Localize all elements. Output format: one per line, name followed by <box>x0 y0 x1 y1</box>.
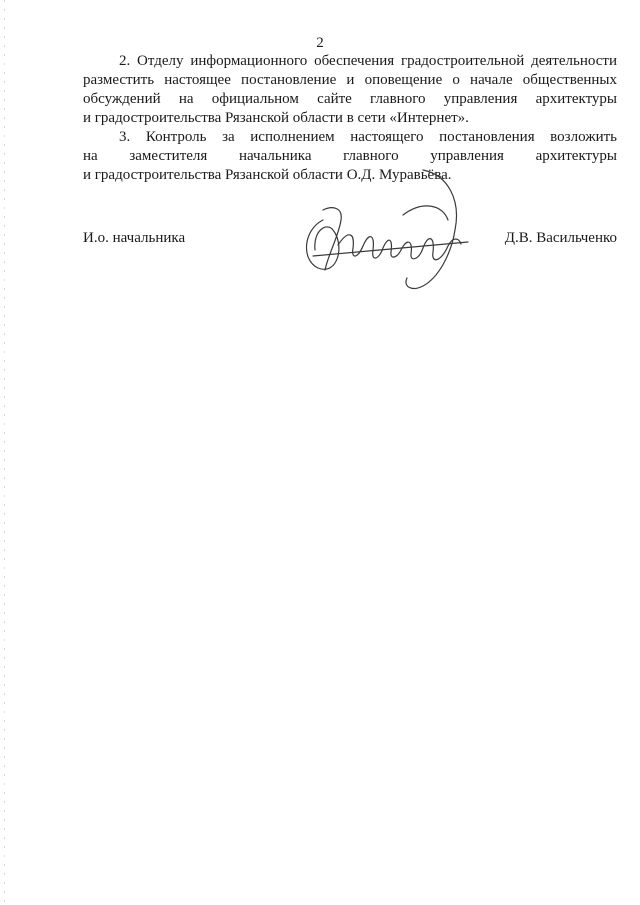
paragraph-3-line-3: и градостроительства Рязанской области О.Д. Муравьёва. <box>83 167 452 183</box>
paragraph-2-line-2: разместить настоящее постановление и оповещение о начале общественных <box>83 72 617 88</box>
paragraph-3-line-2: на заместителя начальника главного управления архитектуры <box>83 148 617 164</box>
signer-name: Д.В. Васильченко <box>504 230 617 246</box>
paragraph-2-line-1: 2. Отделу информационного обеспечения градостроительной деятельности <box>119 53 617 69</box>
page-number: 2 <box>316 35 324 51</box>
paragraph-2-line-3: обсуждений на официальном сайте главного управления архитектуры <box>83 91 617 107</box>
signer-position: И.о. начальника <box>83 230 186 246</box>
scan-edge-marks <box>4 0 5 905</box>
handwritten-signature <box>283 160 483 290</box>
paragraph-2-line-4: и градостроительства Рязанской области в сети «Интернет». <box>83 110 469 126</box>
signature-block <box>83 229 617 251</box>
paragraph-3-line-1: 3. Контроль за исполнением настоящего постановления возложить <box>119 129 617 145</box>
